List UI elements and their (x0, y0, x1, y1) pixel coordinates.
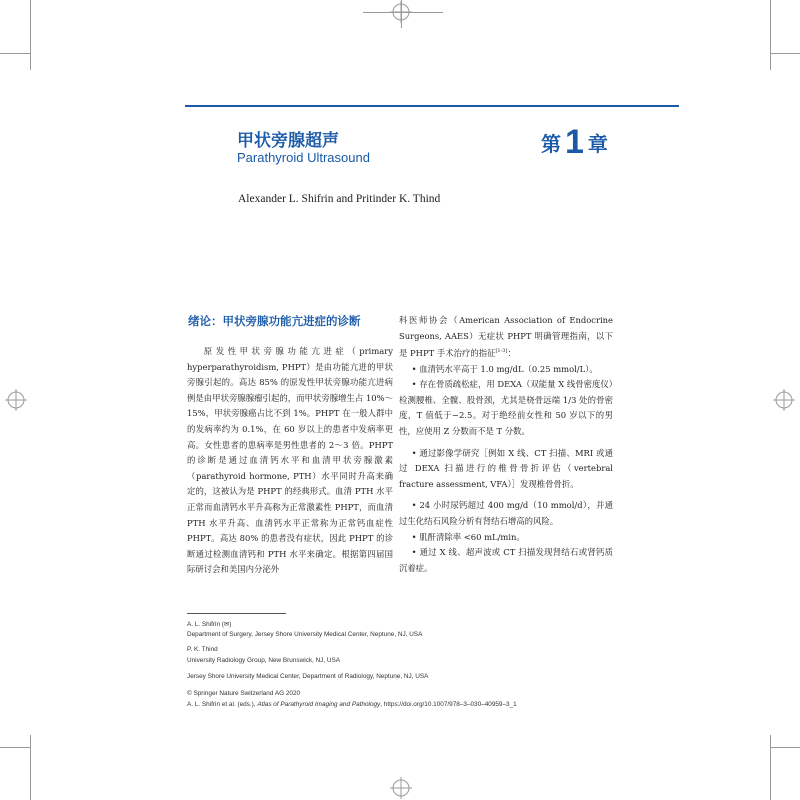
chapter-top-rule (185, 105, 679, 107)
footnote-author1-affiliation: Department of Surgery, Jersey Shore University Medical Center, Neptune, NJ, USA (187, 631, 423, 638)
crop-mark (770, 0, 771, 70)
citation-doi: , https://doi.org/10.1007/978–3–030–40959–3_1 (380, 701, 517, 708)
chapter-label-prefix: 第 (541, 132, 561, 156)
registration-mark-icon (5, 389, 27, 411)
guideline-intro-end: ： (507, 347, 516, 358)
chapter-title-en: Parathyroid Ultrasound (237, 150, 370, 165)
crop-mark (0, 53, 30, 54)
chapter-number: 1 (565, 123, 584, 161)
guideline-intro-text: 科医师协会（American Association of Endocrine Surgeons, AAES）无症状 PHPT 明确管理指南，以下是 PHPT 手术治疗的指征 (399, 315, 613, 358)
footnote-author2-affiliation: University Radiology Group, New Brunswick, NJ, USA (187, 657, 341, 664)
registration-mark-icon (390, 777, 412, 799)
footnote-author1-name: A. L. Shifrin (✉) (187, 621, 232, 628)
citation-book-title: Atlas of Parathyroid Imaging and Pathology (257, 701, 381, 708)
indication-item: • 24 小时尿钙超过 400 mg/d（10 mmol/d），并通过生化结石风险分析有肾结石增高的风险。 (399, 500, 613, 526)
guideline-intro (399, 313, 613, 362)
footnote-citation (187, 701, 517, 708)
chapter-label-suffix: 章 (587, 132, 608, 156)
footnote-author2-name: P. K. Thind (187, 646, 218, 653)
indication-item: • 通过影像学研究［例如 X 线、CT 扫描、MRI 或通过 DEXA 扫描进行的椎骨骨折评估（vertebral fracture assessment, VFA）］发现椎骨骨折。 (399, 447, 613, 489)
chapter-number-label (541, 123, 608, 161)
crop-mark (770, 747, 800, 748)
footnote-rule (187, 613, 286, 614)
indication-item: • 存在骨质疏松症，用 DEXA（双能量 X 线骨密度仪）检测腰椎、全髋、股骨颈，尤其是桡骨远端 1/3 处的骨密度，T 值低于−2.5。对于绝经前女性和 50 岁以下的男性，应使用 Z 分数而不是 T 分数。 (399, 379, 613, 436)
crop-mark (30, 0, 31, 70)
body-column-right (399, 313, 613, 576)
registration-mark-icon (773, 389, 795, 411)
citation-prefix: A. L. Shifrin et al. (eds.), (187, 701, 258, 708)
body-paragraph-left: 原发性甲状旁腺功能亢进症（primary hyperparathyroidism, PHPT）是由功能亢进的甲状旁腺引起的。高达 85% 的原发性甲状旁腺功能亢进病例是由甲状旁腺腺瘤引起的，而甲状旁腺增生占 10%～15%，甲状旁腺癌占比不到 1%。PHPT 在一般人群中的发病率约为 0.1%，在 60 岁以上的患者中发病率更高。女性患者的患病率是男性患者的 2～3 倍。PHPT 的诊断是通过血清钙水平和血清甲状旁腺激素（parathyroid hormone, PTH）水平同时升高来确定的，这被认为是 PHPT 的经典形式。血清 PTH 水平正常而血清钙水平升高称为正常激素性 PHPT，而血清 PTH 水平升高、血清钙水平正常称为正常钙血症性 PHPT。高达 80% 的患者没有症状，因此 PHPT 的诊断通过检测血清钙和 PTH 水平来确定。根据第四届国际研讨会和美国内分泌外 (187, 346, 393, 575)
footnote-copyright: © Springer Nature Switzerland AG 2020 (187, 690, 301, 697)
crop-mark (770, 735, 771, 800)
footnote-author2-affiliation: Jersey Shore University Medical Center, Department of Radiology, Neptune, NJ, USA (187, 673, 429, 680)
chapter-authors: Alexander L. Shifrin and Pritinder K. Thind (238, 193, 441, 205)
crop-mark (30, 735, 31, 800)
crop-mark (770, 53, 800, 54)
registration-mark-icon (390, 1, 412, 23)
indication-item: • 肌酐清除率 <60 mL/min。 (411, 531, 525, 542)
crop-mark (0, 747, 30, 748)
citation-ref: [1-3] (495, 348, 508, 355)
section-title: 绪论：甲状旁腺功能亢进症的诊断 (188, 314, 361, 328)
chapter-title-zh: 甲状旁腺超声 (237, 131, 339, 151)
indication-item: • 血清钙水平高于 1.0 mg/dL（0.25 mmol/L）。 (411, 363, 598, 374)
indication-item: • 通过 X 线、超声波或 CT 扫描发现肾结石或肾钙质沉着症。 (399, 547, 613, 573)
